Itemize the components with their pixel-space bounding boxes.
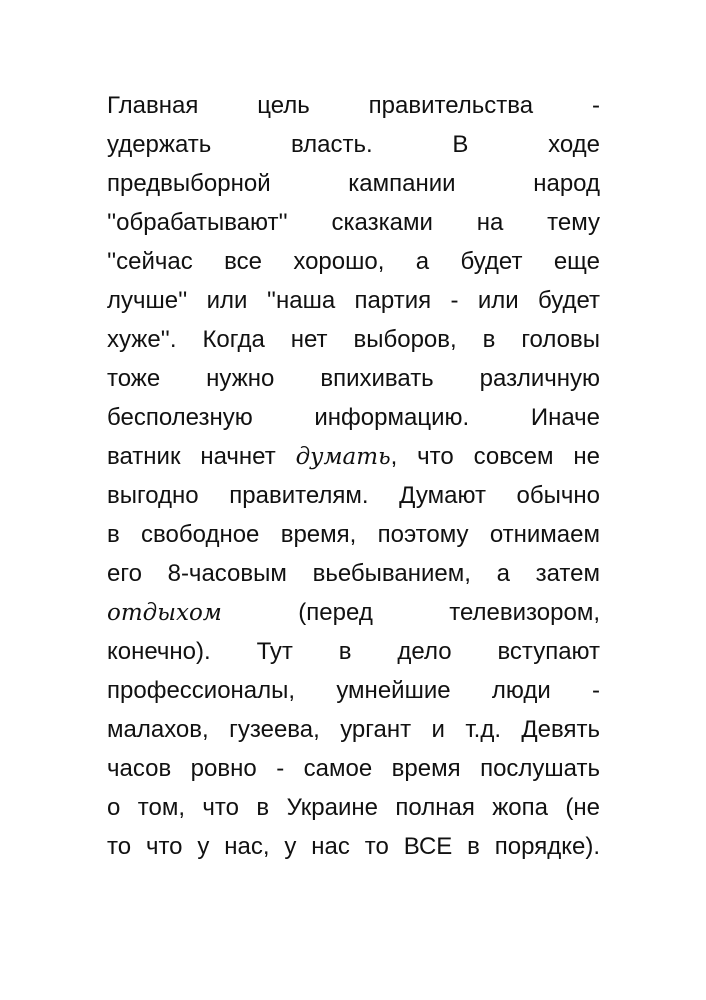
text-line: ''обрабатывают'' сказками на тему xyxy=(107,209,600,236)
emphasized-word: отдыхом xyxy=(107,600,222,626)
text-line: удержать власть. В ходе xyxy=(107,131,600,158)
text-line: бесполезную информацию. Иначе xyxy=(107,404,600,431)
text-line xyxy=(107,593,600,632)
text-line: ''сейчас все хорошо, а будет еще xyxy=(107,248,600,275)
text-line: Главная цель правительства - xyxy=(107,92,600,119)
text-segment: ватник начнет xyxy=(107,443,296,470)
text-line: предвыборной кампании народ xyxy=(107,170,600,197)
text-line: часов ровно - самое время послушать xyxy=(107,755,600,782)
text-line: то что у нас, у нас то ВСЕ в порядке). xyxy=(107,833,600,860)
text-line: в свободное время, поэтому отнимаем xyxy=(107,521,600,548)
document-body xyxy=(107,86,600,866)
text-segment: , что совсем не xyxy=(390,443,600,470)
text-line: хуже''. Когда нет выборов, в головы xyxy=(107,326,600,353)
emphasized-word: думать xyxy=(295,444,391,470)
text-line: малахов, гузеева, ургант и т.д. Девять xyxy=(107,716,600,743)
text-line: о том, что в Украине полная жопа (не xyxy=(107,794,600,821)
text-line: его 8-часовым вьебыванием, а затем xyxy=(107,560,600,587)
text-line: лучше'' или ''наша партия - или будет xyxy=(107,287,600,314)
text-line: тоже нужно впихивать различную xyxy=(107,365,600,392)
text-line: выгодно правителям. Думают обычно xyxy=(107,482,600,509)
text-line: конечно). Тут в дело вступают xyxy=(107,638,600,665)
text-line: профессионалы, умнейшие люди - xyxy=(107,677,600,704)
text-line xyxy=(107,437,600,476)
text-segment: (перед телевизором, xyxy=(221,599,600,626)
